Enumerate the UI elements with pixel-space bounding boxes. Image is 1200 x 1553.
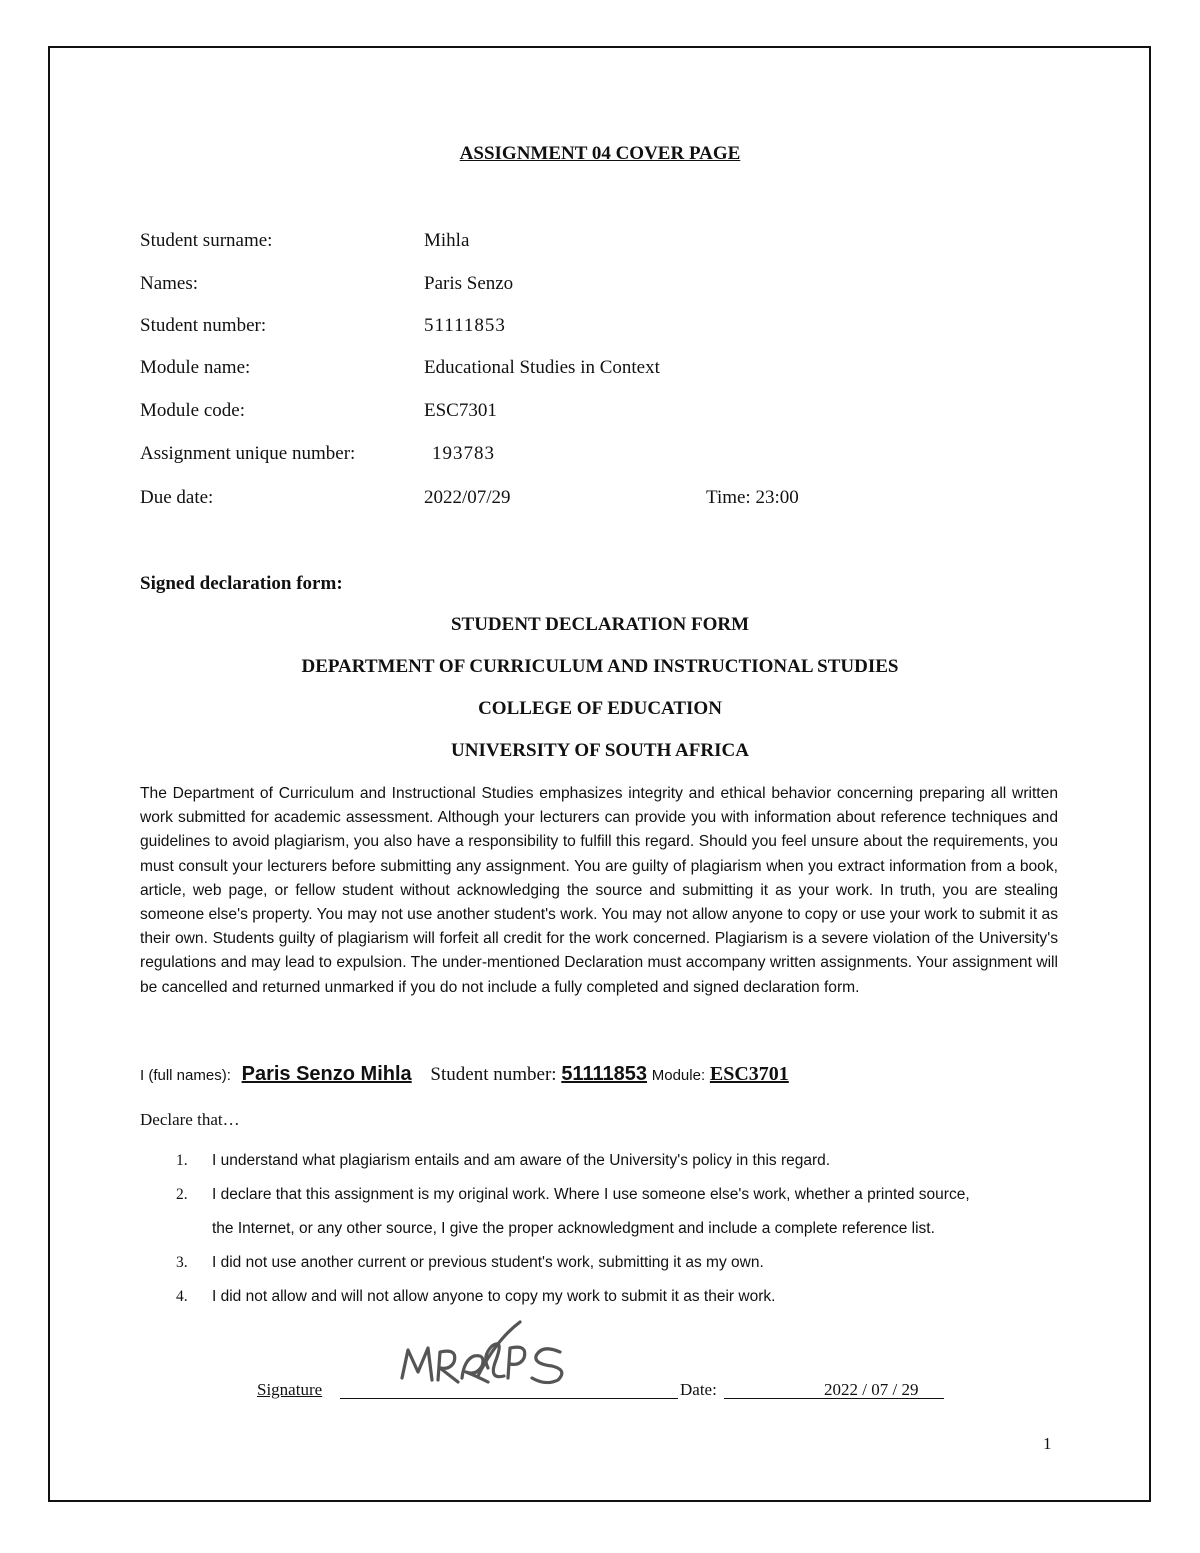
field-label-module-name: Module name:: [140, 357, 251, 378]
field-label-student-number: Student number:: [140, 315, 267, 336]
field-value-surname: Mihla: [424, 230, 470, 251]
field-label-surname: Student surname:: [140, 230, 273, 251]
module-label: Module:: [651, 1067, 706, 1084]
signature-label: Signature: [257, 1380, 323, 1399]
page-border: [48, 46, 1151, 1502]
list-item: I understand what plagiarism entails and am aware of the University's policy in this regard.: [212, 1152, 831, 1169]
date-value: 2022 / 07 / 29: [824, 1380, 919, 1399]
signature-text: MRPS: [472, 1360, 502, 1371]
field-value-assignment-number: 193783: [432, 443, 495, 464]
heading-university: UNIVERSITY OF SOUTH AFRICA: [451, 740, 749, 761]
list-item-number: 1.: [176, 1152, 188, 1169]
field-value-student-number: 51111853: [424, 315, 506, 336]
student-number-value: 51111853: [561, 1063, 647, 1085]
field-label-names: Names:: [140, 273, 199, 294]
list-item-number: 2.: [176, 1186, 188, 1203]
list-item-number: 3.: [176, 1254, 188, 1271]
field-label-module-code: Module code:: [140, 400, 246, 421]
heading-college: COLLEGE OF EDUCATION: [478, 698, 722, 719]
field-value-due-date: 2022/07/29: [424, 487, 511, 508]
heading-department: DEPARTMENT OF CURRICULUM AND INSTRUCTIONAL STUDIES: [301, 656, 899, 677]
full-names-value: Paris Senzo Mihla: [241, 1063, 412, 1085]
declare-that: Declare that…: [140, 1110, 240, 1129]
heading-declaration-form: STUDENT DECLARATION FORM: [450, 614, 750, 635]
field-label-assignment-number: Assignment unique number:: [140, 443, 356, 464]
module-value: ESC3701: [709, 1063, 789, 1085]
list-item: I declare that this assignment is my original work. Where I use someone else's work, whether a printed source,: [212, 1186, 970, 1203]
list-item-number: 4.: [176, 1288, 188, 1305]
list-item-continuation: the Internet, or any other source, I give the proper acknowledgment and include a complete reference list.: [212, 1220, 935, 1237]
list-item: I did not use another current or previous student's work, submitting it as my own.: [212, 1254, 764, 1271]
field-value-module-name: Educational Studies in Context: [424, 357, 660, 378]
declaration-line: [140, 1063, 789, 1086]
page-number: 1: [1043, 1434, 1052, 1453]
field-value-module-code: ESC7301: [424, 400, 497, 421]
due-time: Time: 23:00: [706, 487, 799, 508]
field-value-names: Paris Senzo: [424, 273, 514, 294]
page-title: ASSIGNMENT 04 COVER PAGE: [459, 143, 741, 164]
signature-line: [340, 1398, 678, 1399]
full-names-label: I (full names):: [140, 1067, 231, 1084]
plagiarism-paragraph: The Department of Curriculum and Instructional Studies emphasizes integrity and ethical behavior concerning preparing all written work submitted for academic assessment. Although your lecturers can provide you with information about reference techniques and guidelines to avoid plagiarism, you also have a responsibility to fulfill this regard. Should you feel unsure about the requirements, you must consult your lecturers before submitting any assignment. You are guilty of plagiarism when you extract information from a book, article, web page, or fellow student without acknowledging the source and submitting it as your work. In truth, you are stealing someone else's property. You may not use another student's work. You may not allow anyone to copy or use your work to submit it as their own. Students guilty of plagiarism will forfeit all credit for the work concerned. Plagiarism is a severe violation of the University's regulations and may lead to expulsion. The under-mentioned Declaration must accompany written assignments. Your assignment will be cancelled and returned unmarked if you do not include a fully completed and signed declaration form.: [140, 785, 1058, 996]
signed-declaration-heading: Signed declaration form:: [140, 573, 343, 594]
field-label-due-date: Due date:: [140, 487, 214, 508]
date-label: Date:: [680, 1380, 717, 1399]
signature-image: [392, 1316, 582, 1396]
list-item: I did not allow and will not allow anyone to copy my work to submit it as their work.: [212, 1288, 776, 1305]
student-number-label: Student number:: [430, 1064, 557, 1085]
